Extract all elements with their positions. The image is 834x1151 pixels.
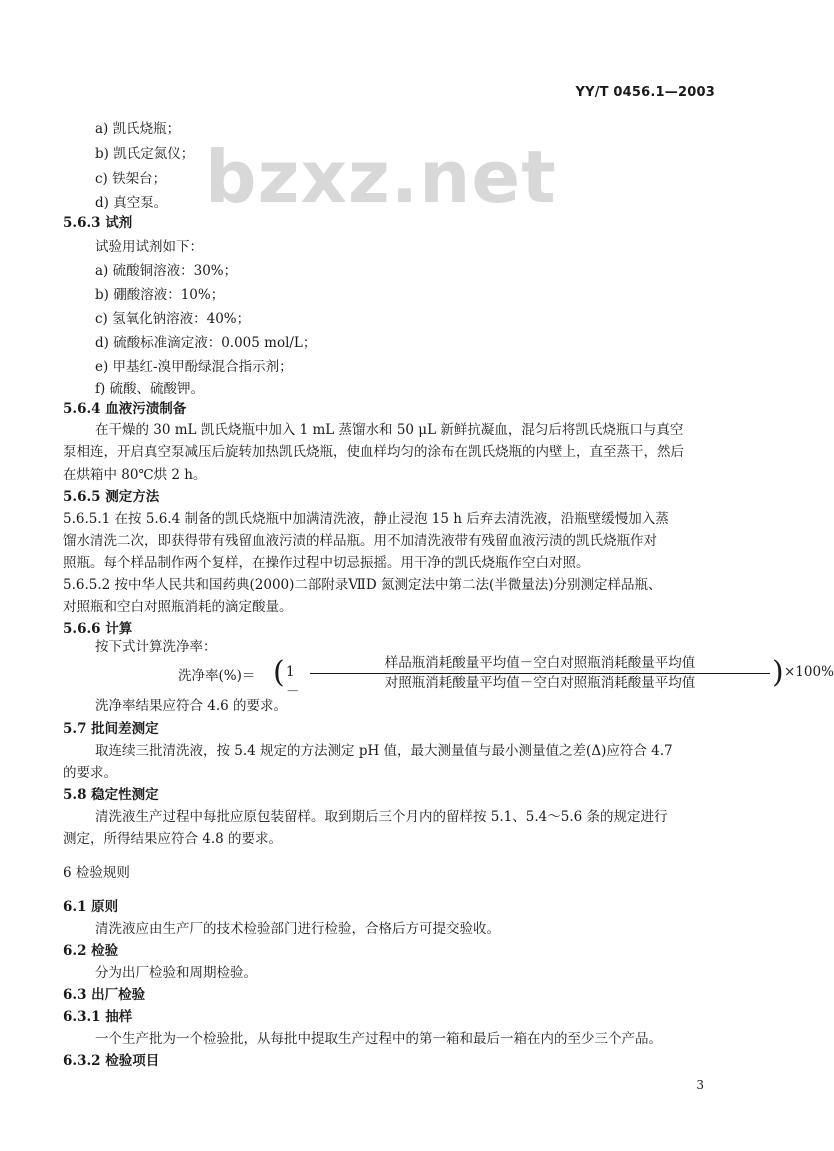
text-line: 馏水清洗二次，即获得带有残留血液污渍的样品瓶。用不加清洗液带有残留血液污渍的凯氏烧瓶作对: [63, 533, 657, 549]
fraction-bar: [310, 673, 770, 674]
section-heading: 5.8 稳定性测定: [63, 787, 159, 803]
text-line: 分为出厂检验和周期检验。: [95, 965, 257, 981]
text-line: 洗净率结果应符合 4.6 的要求。: [95, 698, 288, 714]
text-line: 测定，所得结果应符合 4.8 的要求。: [63, 831, 283, 847]
formula-one-minus: 1－: [286, 664, 300, 700]
text-line: b) 凯氏定氮仪；: [95, 146, 195, 162]
section-heading: 6.1 原则: [63, 899, 119, 915]
text-line: 清洗液生产过程中每批应原包装留样。取到期后三个月内的留样按 5.1、5.4～5.6 条的规定进行: [95, 809, 668, 825]
text-line: 一个生产批为一个检验批，从每批中提取生产过程中的第一箱和最后一箱在内的至少三个产品。: [95, 1031, 662, 1047]
section-heading: 5.6.5 测定方法: [63, 489, 160, 505]
text-line: a) 凯氏烧瓶；: [95, 121, 181, 137]
section-heading: 6.3.1 抽样: [63, 1009, 133, 1025]
text-line: 按下式计算洗净率：: [95, 639, 217, 655]
section-heading: 5.7 批间差测定: [63, 721, 159, 737]
formula-suffix: ×100%: [784, 664, 834, 680]
text-line: 取连续三批清洗液，按 5.4 规定的方法测定 pH 值，最大测量值与最小测量值之差(Δ)应符合 4.7: [95, 743, 673, 759]
text-line: 5.6.5.2 按中华人民共和国药典(2000)二部附录ⅦD 氮测定法中第二法(半微量法)分别测定样品瓶、: [63, 577, 662, 593]
text-line: 照瓶。每个样品制作两个复样，在操作过程中切忌振摇。用干净的凯氏烧瓶作空白对照。: [63, 555, 590, 571]
text-line: d) 真空泵。: [95, 195, 168, 211]
page-number: 3: [696, 1078, 704, 1092]
text-line: 5.6.5.1 在按 5.6.4 制备的凯氏烧瓶中加满清洗液，静止浸泡 15 h 后弃去清洗液，沿瓶壁缓慢加入蒸: [63, 511, 669, 527]
formula-denominator: 对照瓶消耗酸量平均值－空白对照瓶消耗酸量平均值: [384, 675, 696, 691]
formula-lhs: 洗净率(%)＝: [178, 668, 256, 684]
section-heading: 5.6.4 血液污渍制备: [63, 401, 187, 417]
text-line: 对照瓶和空白对照瓶消耗的滴定酸量。: [63, 599, 293, 615]
text-line: c) 铁架台；: [95, 171, 167, 187]
text-line: 6 检验规则: [63, 865, 130, 881]
formula-numerator: 样品瓶消耗酸量平均值－空白对照瓶消耗酸量平均值: [384, 655, 696, 671]
section-heading: 5.6.3 试剂: [63, 215, 133, 231]
text-line: 在干燥的 30 mL 凯氏烧瓶中加入 1 mL 蒸馏水和 50 μL 新鲜抗凝血，混匀后将凯氏烧瓶口与真空: [95, 422, 684, 438]
section-heading: 5.6.6 计算: [63, 621, 133, 637]
watermark: bzxz.net: [205, 135, 557, 219]
text-line: f) 硫酸、硫酸钾。: [95, 381, 205, 397]
text-line: e) 甲基红-溴甲酚绿混合指示剂；: [95, 359, 293, 375]
standard-code: YY/T 0456.1—2003: [575, 85, 715, 100]
text-line: 泵相连，开启真空泵减压后旋转加热凯氏烧瓶，使血样均匀的涂布在凯氏烧瓶的内壁上，直至蒸干，然后: [63, 444, 684, 460]
text-line: 在烘箱中 80℃烘 2 h。: [63, 467, 207, 483]
section-heading: 6.3.2 检验项目: [63, 1053, 160, 1069]
text-line: b) 硼酸溶液：10%；: [95, 287, 225, 303]
text-line: d) 硫酸标准滴定液：0.005 mol/L；: [95, 335, 317, 351]
formula-fraction: [310, 655, 770, 692]
formula-open-paren: (: [273, 655, 285, 690]
text-line: 试验用试剂如下：: [95, 239, 203, 255]
text-line: a) 硫酸铜溶液：30%；: [95, 263, 238, 279]
text-line: 清洗液应由生产厂的技术检验部门进行检验，合格后方可提交验收。: [95, 921, 500, 937]
text-line: c) 氢氧化钠溶液：40%；: [95, 311, 251, 327]
formula-close-paren: ): [772, 655, 784, 690]
section-heading: 6.2 检验: [63, 943, 119, 959]
text-line: 的要求。: [63, 765, 117, 781]
section-heading: 6.3 出厂检验: [63, 987, 146, 1003]
